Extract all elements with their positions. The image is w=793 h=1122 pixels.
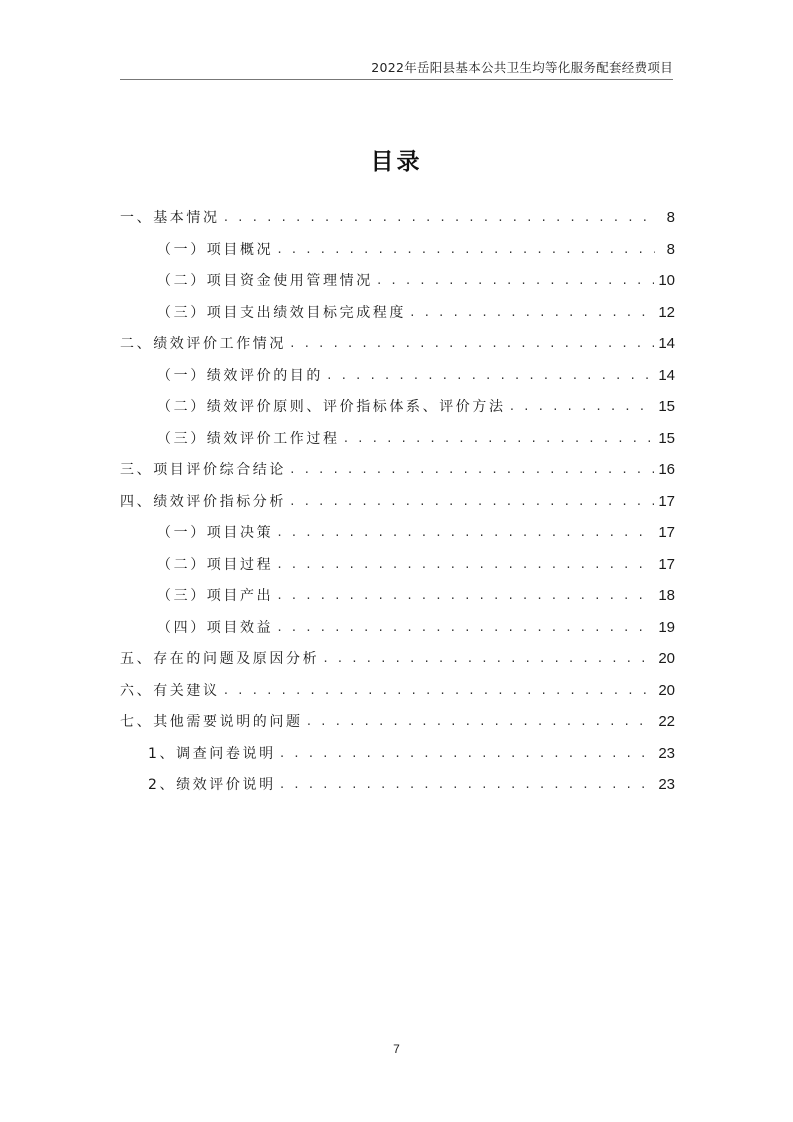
dot-leader: [289, 486, 654, 518]
toc-entry-label: 一、基本情况: [120, 210, 220, 226]
toc-entry-label: （一）绩效评价的目的: [157, 367, 323, 384]
dot-leader: [343, 423, 655, 455]
dot-leader: [322, 643, 654, 675]
toc-entry[interactable]: [120, 234, 675, 266]
dot-leader: [276, 580, 654, 612]
toc-entry-page: 22: [658, 713, 675, 730]
dot-leader: [276, 517, 654, 549]
toc-entry-page: 8: [666, 209, 675, 226]
toc-entry[interactable]: [120, 580, 675, 612]
toc-entry-label: （三）项目产出: [157, 588, 274, 604]
toc-entry-page: 10: [658, 272, 675, 289]
toc-entry[interactable]: [120, 675, 675, 707]
toc-entry[interactable]: [120, 517, 675, 549]
toc-entry[interactable]: [120, 738, 675, 770]
table-of-contents: [120, 202, 675, 801]
toc-entry-page: 20: [658, 681, 675, 699]
toc-entry[interactable]: [120, 297, 675, 329]
dot-leader: [276, 234, 655, 266]
toc-entry[interactable]: [120, 423, 675, 455]
toc-entry-label: （二）项目过程: [157, 556, 274, 573]
toc-entry[interactable]: [120, 360, 675, 392]
toc-entry[interactable]: [120, 202, 675, 234]
dot-leader: [409, 297, 654, 329]
dot-leader: [289, 454, 654, 486]
toc-entry-page: 15: [658, 398, 675, 415]
running-header: 2022年岳阳县基本公共卫生均等化服务配套经费项目: [371, 60, 673, 75]
toc-entry-page: 8: [666, 240, 675, 258]
toc-entry-page: 20: [658, 650, 675, 667]
toc-entry-page: 16: [658, 461, 675, 478]
dot-leader: [223, 202, 655, 234]
dot-leader: [223, 675, 655, 707]
dot-leader: [509, 391, 655, 423]
toc-entry-label: 三、项目评价综合结论: [120, 462, 286, 478]
toc-entry-page: 18: [658, 587, 675, 604]
toc-entry-label: （三）项目支出绩效目标完成程度: [157, 304, 406, 321]
header-rule: [120, 79, 673, 80]
toc-entry[interactable]: [120, 391, 675, 423]
toc-entry[interactable]: [120, 612, 675, 644]
toc-entry[interactable]: [120, 486, 675, 518]
page-number: 7: [393, 1042, 400, 1056]
toc-entry-label: 五、存在的问题及原因分析: [120, 651, 320, 667]
toc-entry[interactable]: [120, 549, 675, 581]
toc-entry-label: （三）绩效评价工作过程: [157, 430, 340, 447]
toc-entry-page: 12: [658, 303, 675, 321]
toc-entry-page: 15: [658, 429, 675, 447]
toc-entry-label: （四）项目效益: [157, 619, 274, 636]
toc-entry-page: 17: [658, 555, 675, 573]
dot-leader: [289, 328, 654, 360]
toc-entry-label: （一）项目概况: [157, 241, 274, 258]
toc-entry[interactable]: [120, 643, 675, 675]
toc-entry-label: （一）项目决策: [157, 525, 274, 541]
toc-entry-page: 17: [658, 492, 675, 510]
dot-leader: [276, 612, 654, 644]
toc-entry-label: 1、调查问卷说明: [148, 745, 276, 762]
toc-entry[interactable]: [120, 706, 675, 738]
toc-entry-label: （二）项目资金使用管理情况: [157, 273, 373, 289]
toc-entry[interactable]: [120, 265, 675, 297]
dot-leader: [279, 738, 655, 770]
toc-entry-page: 23: [658, 776, 675, 793]
dot-leader: [326, 360, 654, 392]
toc-entry-page: 19: [658, 618, 675, 636]
toc-entry-page: 14: [658, 335, 675, 352]
toc-entry-label: 二、绩效评价工作情况: [120, 336, 286, 352]
toc-entry-label: 六、有关建议: [120, 682, 220, 699]
toc-entry-label: 2、绩效评价说明: [148, 777, 276, 793]
toc-entry-page: 17: [658, 524, 675, 541]
dot-leader: [279, 769, 655, 801]
toc-entry[interactable]: [120, 454, 675, 486]
toc-entry-page: 14: [658, 366, 675, 384]
dot-leader: [306, 706, 655, 738]
toc-entry-label: 四、绩效评价指标分析: [120, 493, 286, 510]
toc-entry[interactable]: [120, 769, 675, 801]
dot-leader: [376, 265, 655, 297]
dot-leader: [276, 549, 654, 581]
toc-title: 目录: [370, 149, 423, 175]
toc-entry-page: 23: [658, 744, 675, 762]
toc-entry-label: （二）绩效评价原则、评价指标体系、评价方法: [157, 399, 506, 415]
toc-entry-label: 七、其他需要说明的问题: [120, 714, 303, 730]
toc-entry[interactable]: [120, 328, 675, 360]
